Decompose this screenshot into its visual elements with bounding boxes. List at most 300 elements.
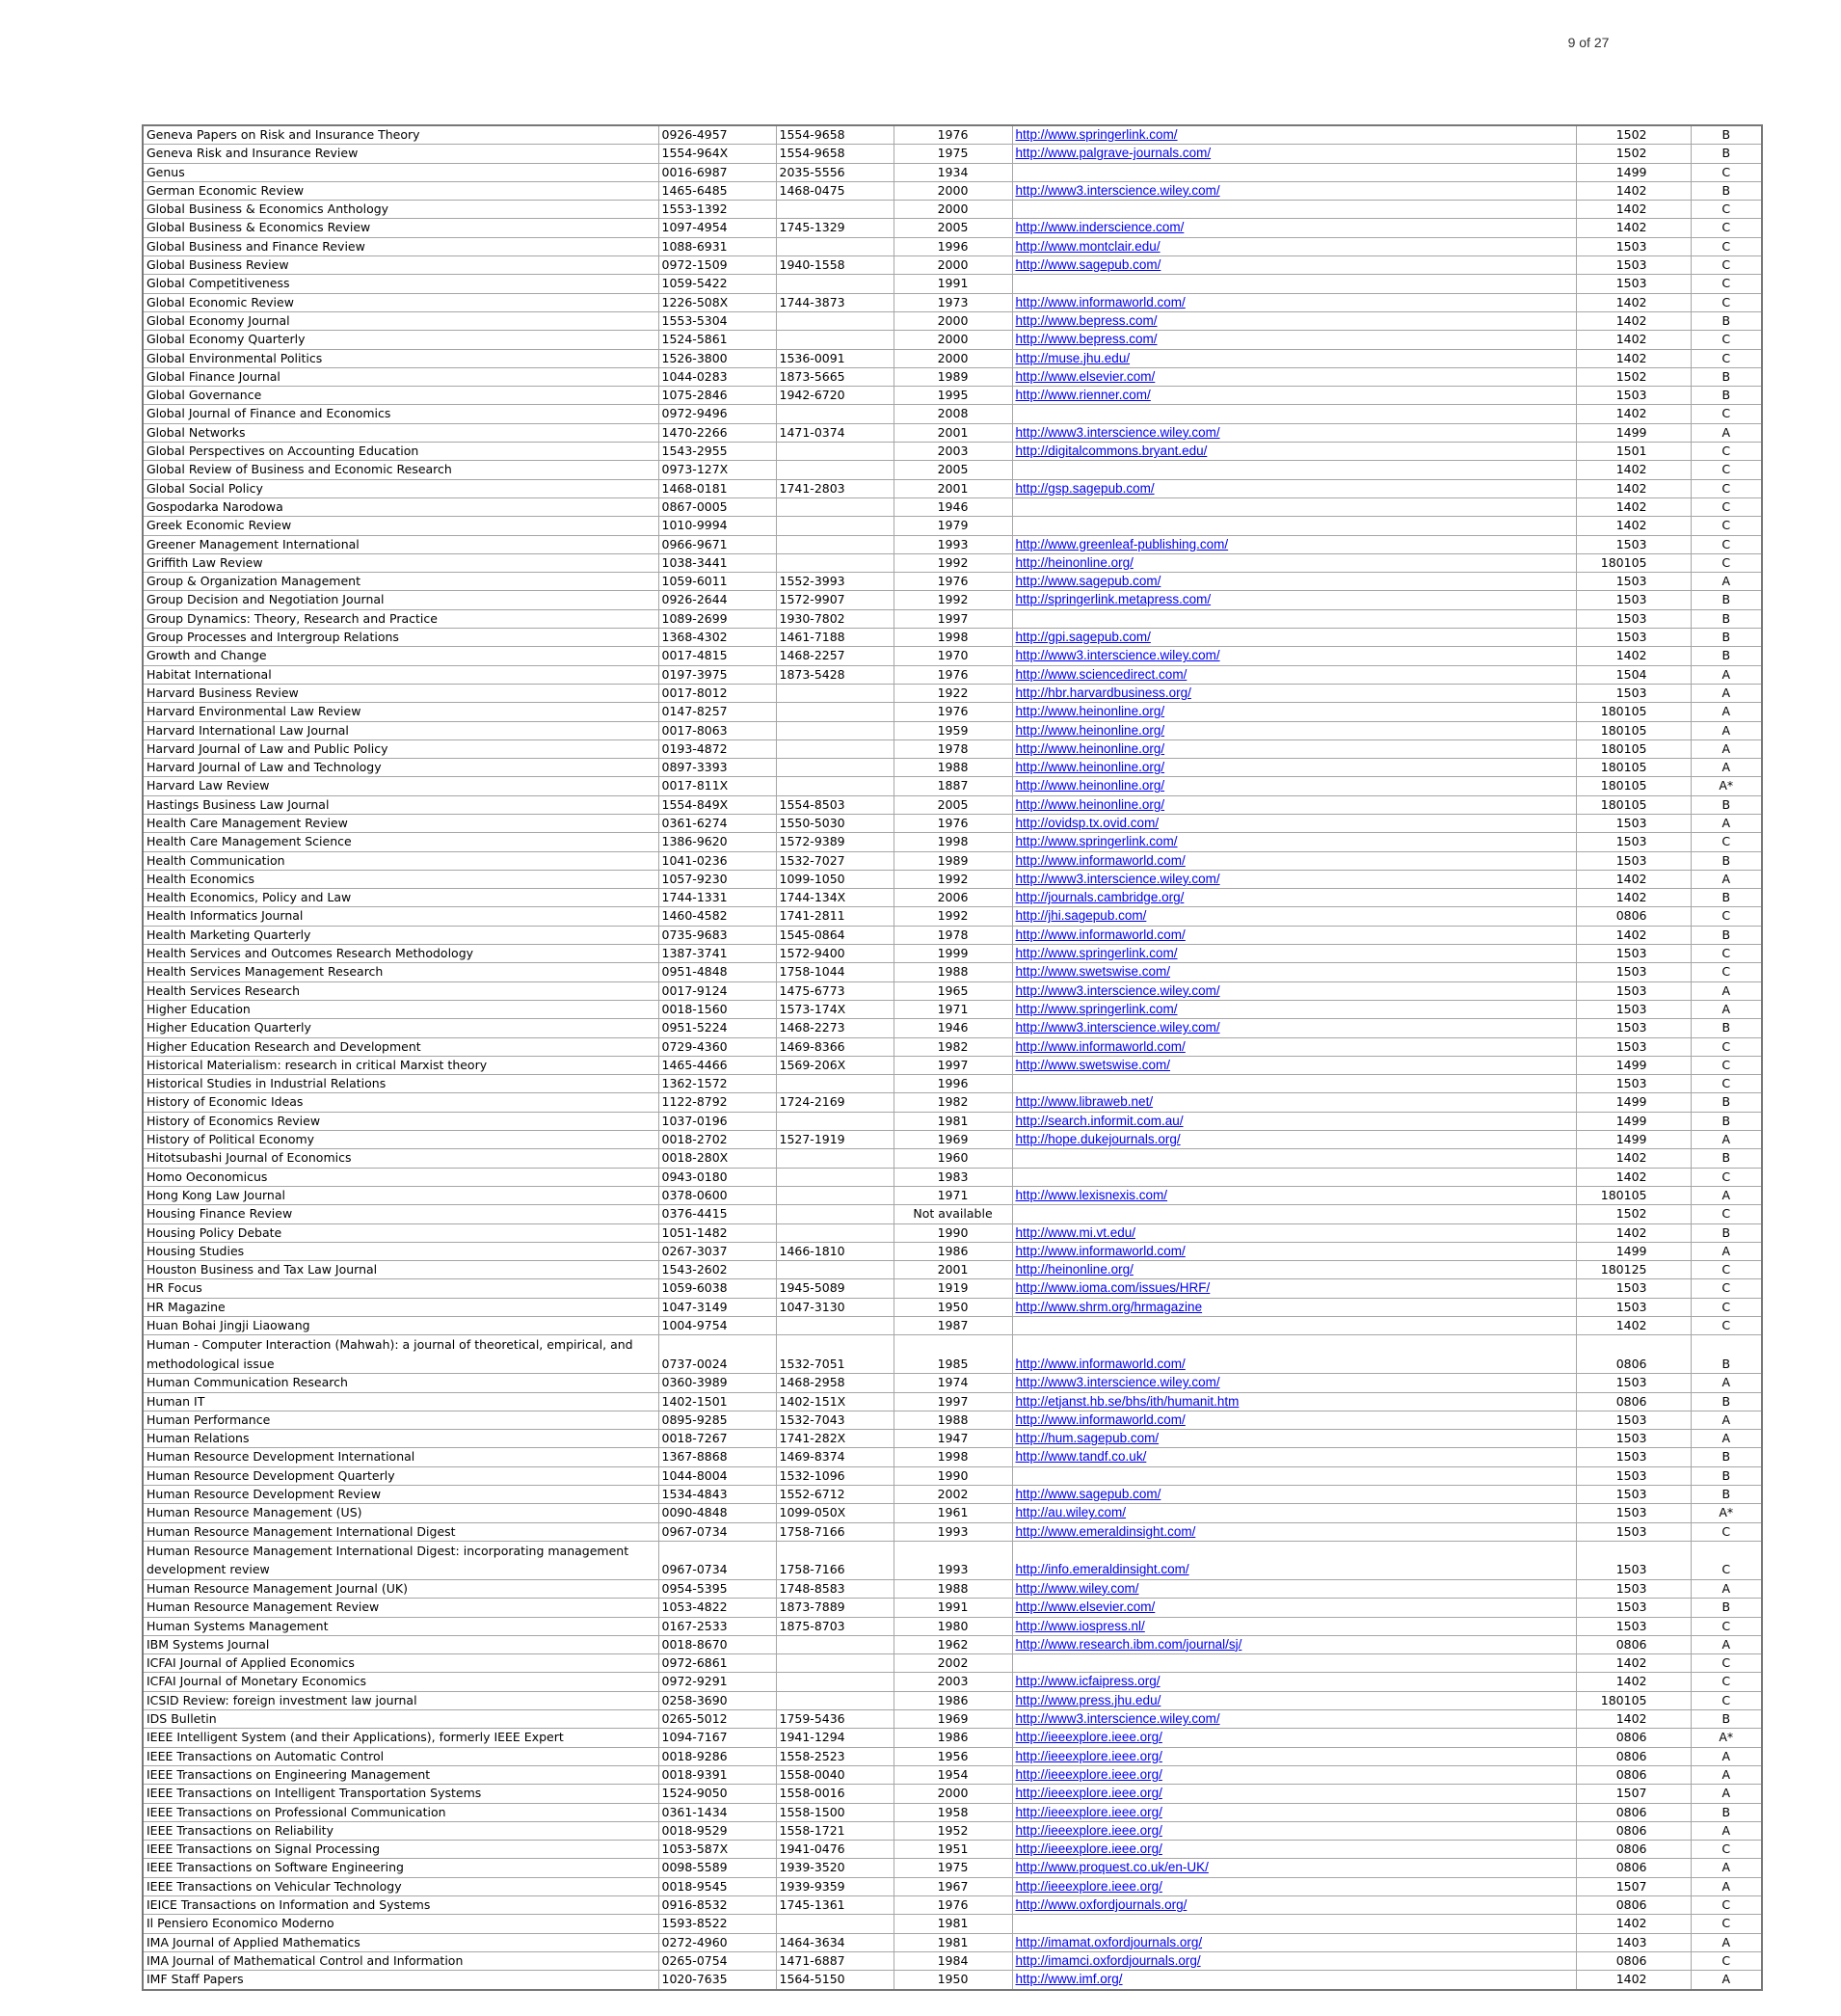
online-issn-cell: 1552-6712 (776, 1486, 894, 1504)
table-row (143, 945, 1762, 963)
journal-link[interactable]: http://www.springerlink.com/ (1015, 1001, 1178, 1016)
journal-title-cell: Homo Oeconomicus (143, 1168, 658, 1186)
journal-title-cell: Health Services and Outcomes Research Methodology (143, 945, 658, 963)
online-issn-cell: 1468-2257 (776, 647, 894, 665)
print-issn-cell: 1122-8792 (658, 1093, 776, 1112)
for-code-cell: 1503 (1576, 609, 1691, 628)
for-code-cell: 1499 (1576, 1093, 1691, 1112)
first-year-cell: 1976 (894, 125, 1012, 145)
print-issn-cell: 0090-4848 (658, 1504, 776, 1522)
journal-link[interactable]: http://www.informaworld.com/ (1015, 852, 1186, 868)
print-issn-cell: 0018-9529 (658, 1821, 776, 1840)
journal-title-cell: History of Economic Ideas (143, 1093, 658, 1112)
for-code-cell: 1402 (1576, 479, 1691, 497)
journal-link[interactable]: http://www.springerlink.com/ (1015, 127, 1178, 142)
for-code-cell: 1402 (1576, 1915, 1691, 1933)
print-issn-cell: 1526-3800 (658, 349, 776, 367)
journal-title-cell: IEEE Intelligent System (and their Applications), formerly IEEE Expert (143, 1729, 658, 1747)
rank-cell: C (1691, 163, 1762, 181)
journal-link[interactable]: http://www.tandf.co.uk/ (1015, 1449, 1147, 1465)
journal-link[interactable]: http://heinonline.org/ (1015, 1262, 1134, 1277)
journal-title-cell: Harvard Environmental Law Review (143, 703, 658, 721)
journal-title-cell: Hong Kong Law Journal (143, 1186, 658, 1204)
journal-title-cell: Human Resource Management (US) (143, 1504, 658, 1522)
journal-url-cell (1012, 851, 1576, 870)
print-issn-cell: 1059-5422 (658, 275, 776, 293)
journal-link[interactable]: http://www.wiley.com/ (1015, 1580, 1139, 1596)
journal-link[interactable]: http://etjanst.hb.se/bhs/ith/humanit.htm (1015, 1393, 1240, 1409)
rank-cell: C (1691, 535, 1762, 553)
journal-title-cell: Global Business & Economics Review (143, 219, 658, 237)
journal-link[interactable]: http://search.informit.com.au/ (1015, 1113, 1184, 1128)
table-row (143, 814, 1762, 832)
online-issn-cell: 1545-0864 (776, 926, 894, 944)
online-issn-cell (776, 1635, 894, 1653)
journal-link[interactable]: http://www.inderscience.com/ (1015, 220, 1185, 235)
journal-link[interactable]: http://info.emeraldinsight.com/ (1015, 1562, 1189, 1577)
online-issn-cell (776, 1691, 894, 1709)
journal-link[interactable]: http://www.bepress.com/ (1015, 332, 1158, 347)
for-code-cell: 180105 (1576, 795, 1691, 814)
journal-link[interactable]: http://au.wiley.com/ (1015, 1505, 1127, 1520)
journal-link[interactable]: http://www.shrm.org/hrmagazine (1015, 1299, 1203, 1314)
table-row (143, 1821, 1762, 1840)
for-code-cell: 1503 (1576, 963, 1691, 981)
print-issn-cell: 0972-6861 (658, 1654, 776, 1673)
journal-link[interactable]: http://www.libraweb.net/ (1015, 1094, 1154, 1110)
print-issn-cell: 0360-3989 (658, 1374, 776, 1392)
journal-link[interactable]: http://www3.interscience.wiley.com/ (1015, 1020, 1220, 1035)
rank-cell: A (1691, 739, 1762, 758)
journal-url-cell (1012, 1729, 1576, 1747)
print-issn-cell: 1468-0181 (658, 479, 776, 497)
journal-link[interactable]: http://www.lexisnexis.com/ (1015, 1187, 1168, 1202)
journal-url-cell (1012, 1131, 1576, 1149)
rank-cell: A (1691, 1785, 1762, 1803)
journal-url-cell (1012, 1635, 1576, 1653)
journal-link[interactable]: http://www.oxfordjournals.org/ (1015, 1897, 1187, 1913)
print-issn-cell: 1465-6485 (658, 181, 776, 200)
table-row (143, 647, 1762, 665)
table-row (143, 201, 1762, 219)
rank-cell: C (1691, 237, 1762, 255)
for-code-cell: 1503 (1576, 945, 1691, 963)
print-issn-cell: 0018-9391 (658, 1765, 776, 1784)
journal-link[interactable]: http://www3.interscience.wiley.com/ (1015, 982, 1220, 998)
journal-link[interactable]: http://www.press.jhu.edu/ (1015, 1692, 1161, 1707)
for-code-cell: 1402 (1576, 647, 1691, 665)
journal-link[interactable]: http://www.springerlink.com/ (1015, 834, 1178, 849)
for-code-cell: 1402 (1576, 1654, 1691, 1673)
for-code-cell: 1507 (1576, 1785, 1691, 1803)
journal-link[interactable]: http://www.sagepub.com/ (1015, 257, 1161, 273)
journal-link[interactable]: http://ieeexplore.ieee.org/ (1015, 1841, 1162, 1857)
rank-cell: A (1691, 1877, 1762, 1895)
journal-url-cell (1012, 739, 1576, 758)
rank-cell: C (1691, 1037, 1762, 1056)
journal-link[interactable]: http://ieeexplore.ieee.org/ (1015, 1804, 1162, 1819)
journal-link[interactable]: http://www.informaworld.com/ (1015, 294, 1186, 309)
journal-link[interactable]: http://ieeexplore.ieee.org/ (1015, 1822, 1162, 1838)
journal-link[interactable]: http://www.informaworld.com/ (1015, 927, 1186, 942)
table-row (143, 1933, 1762, 1951)
journal-title-cell: Human Systems Management (143, 1617, 658, 1635)
rank-cell: C (1691, 1261, 1762, 1279)
rank-cell: B (1691, 1223, 1762, 1242)
table-row (143, 219, 1762, 237)
rank-cell: C (1691, 1691, 1762, 1709)
journal-link[interactable]: http://ieeexplore.ieee.org/ (1015, 1766, 1162, 1782)
journal-link[interactable]: http://www3.interscience.wiley.com/ (1015, 424, 1220, 440)
for-code-cell: 1503 (1576, 1504, 1691, 1522)
online-issn-cell (776, 311, 894, 330)
for-code-cell: 1507 (1576, 1877, 1691, 1895)
for-code-cell: 1503 (1576, 256, 1691, 275)
table-row (143, 1579, 1762, 1598)
first-year-cell: 1991 (894, 1599, 1012, 1617)
table-row (143, 889, 1762, 907)
journal-link[interactable]: http://heinonline.org/ (1015, 554, 1134, 570)
first-year-cell: 1993 (894, 1522, 1012, 1541)
first-year-cell: 1984 (894, 1951, 1012, 1970)
journal-link[interactable]: http://www.heinonline.org/ (1015, 704, 1165, 719)
journal-link[interactable]: http://www.greenleaf-publishing.com/ (1015, 536, 1229, 551)
journal-link[interactable]: http://www.heinonline.org/ (1015, 796, 1165, 812)
rank-cell: C (1691, 1654, 1762, 1673)
journal-link[interactable]: http://www.imf.org/ (1015, 1972, 1123, 1987)
rank-cell: C (1691, 1541, 1762, 1579)
journal-link[interactable]: http://www.informaworld.com/ (1015, 1411, 1186, 1427)
first-year-cell: 1993 (894, 1541, 1012, 1579)
first-year-cell: 1996 (894, 1075, 1012, 1093)
print-issn-cell: 0197-3975 (658, 665, 776, 684)
journal-link[interactable]: http://springerlink.metapress.com/ (1015, 592, 1212, 607)
rank-cell: A (1691, 981, 1762, 1000)
for-code-cell: 1402 (1576, 405, 1691, 423)
table-row (143, 1392, 1762, 1411)
online-issn-cell: 1468-2958 (776, 1374, 894, 1392)
journal-url-cell (1012, 1335, 1576, 1374)
journal-link[interactable]: http://www.heinonline.org/ (1015, 778, 1165, 793)
first-year-cell: 1988 (894, 1411, 1012, 1429)
rank-cell: C (1691, 1841, 1762, 1859)
print-issn-cell: 0926-2644 (658, 591, 776, 609)
journal-url-cell (1012, 1205, 1576, 1223)
journal-link[interactable]: http://ieeexplore.ieee.org/ (1015, 1878, 1162, 1894)
journal-url-cell (1012, 1149, 1576, 1168)
journal-title-cell: Group Processes and Intergroup Relations (143, 629, 658, 647)
online-issn-cell: 1758-7166 (776, 1522, 894, 1541)
rank-cell: B (1691, 1448, 1762, 1466)
first-year-cell: 1961 (894, 1504, 1012, 1522)
journal-link[interactable]: http://www.springerlink.com/ (1015, 946, 1178, 961)
journal-title-cell: IEEE Transactions on Signal Processing (143, 1841, 658, 1859)
first-year-cell: 1976 (894, 1896, 1012, 1915)
journal-table-body (143, 125, 1762, 1990)
journal-link[interactable]: http://www.emeraldinsight.com/ (1015, 1523, 1196, 1539)
table-row (143, 1448, 1762, 1466)
journal-link[interactable]: http://hbr.harvardbusiness.org/ (1015, 685, 1191, 700)
journal-url-cell (1012, 1765, 1576, 1784)
journal-link[interactable]: http://jhi.sagepub.com/ (1015, 908, 1147, 924)
journal-link[interactable]: http://hope.dukejournals.org/ (1015, 1132, 1181, 1147)
online-issn-cell: 1471-0374 (776, 423, 894, 442)
for-code-cell: 1503 (1576, 1466, 1691, 1485)
journal-url-cell (1012, 721, 1576, 739)
table-row (143, 517, 1762, 535)
for-code-cell: 1503 (1576, 573, 1691, 591)
journal-title-cell: Global Business Review (143, 256, 658, 275)
first-year-cell: 1974 (894, 1374, 1012, 1392)
online-issn-cell (776, 1915, 894, 1933)
for-code-cell: 1503 (1576, 1000, 1691, 1018)
journal-link[interactable]: http://www.bepress.com/ (1015, 312, 1158, 328)
for-code-cell: 1499 (1576, 1112, 1691, 1130)
journal-link[interactable]: http://muse.jhu.edu/ (1015, 350, 1131, 365)
journal-title-cell: Higher Education Quarterly (143, 1019, 658, 1037)
journal-title-cell: Gospodarka Narodowa (143, 497, 658, 516)
journal-title-cell: Human Resource Management International Digest (143, 1522, 658, 1541)
first-year-cell: 1947 (894, 1430, 1012, 1448)
for-code-cell: 1503 (1576, 1448, 1691, 1466)
first-year-cell: 2000 (894, 1785, 1012, 1803)
online-issn-cell (776, 739, 894, 758)
print-issn-cell: 0951-4848 (658, 963, 776, 981)
journal-link[interactable]: http://www.heinonline.org/ (1015, 722, 1165, 738)
print-issn-cell: 1387-3741 (658, 945, 776, 963)
for-code-cell: 1503 (1576, 1037, 1691, 1056)
journal-url-cell (1012, 479, 1576, 497)
journal-link[interactable]: http://www3.interscience.wiley.com/ (1015, 648, 1220, 663)
first-year-cell: 1887 (894, 777, 1012, 795)
for-code-cell: 1402 (1576, 926, 1691, 944)
table-row (143, 795, 1762, 814)
online-issn-cell: 2035-5556 (776, 163, 894, 181)
rank-cell: C (1691, 553, 1762, 572)
rank-cell: A* (1691, 777, 1762, 795)
rank-cell: A (1691, 1186, 1762, 1204)
journal-link[interactable]: http://www.ioma.com/issues/HRF/ (1015, 1280, 1211, 1296)
journal-link[interactable]: http://gsp.sagepub.com/ (1015, 480, 1155, 496)
table-row (143, 1765, 1762, 1784)
journal-link[interactable]: http://www.rienner.com/ (1015, 388, 1151, 403)
journal-link[interactable]: http://gpi.sagepub.com/ (1015, 630, 1151, 645)
journal-url-cell (1012, 1691, 1576, 1709)
rank-cell: A (1691, 1933, 1762, 1951)
journal-link[interactable]: http://www.research.ibm.com/journal/sj/ (1015, 1636, 1242, 1652)
journal-link[interactable]: http://www3.interscience.wiley.com/ (1015, 182, 1220, 198)
online-issn-cell: 1461-7188 (776, 629, 894, 647)
online-issn-cell (776, 405, 894, 423)
first-year-cell: 1998 (894, 629, 1012, 647)
first-year-cell: 1946 (894, 497, 1012, 516)
first-year-cell: 1986 (894, 1729, 1012, 1747)
journal-link[interactable]: http://www.montclair.edu/ (1015, 238, 1161, 254)
journal-link[interactable]: http://www3.interscience.wiley.com/ (1015, 871, 1220, 886)
online-issn-cell: 1724-2169 (776, 1093, 894, 1112)
for-code-cell: 1503 (1576, 1541, 1691, 1579)
first-year-cell: 1946 (894, 1019, 1012, 1037)
journal-link[interactable]: http://imamci.oxfordjournals.org/ (1015, 1952, 1201, 1968)
online-issn-cell: 1939-9359 (776, 1877, 894, 1895)
journal-link[interactable]: http://www.elsevier.com/ (1015, 1599, 1156, 1615)
journal-url-cell (1012, 684, 1576, 702)
rank-cell: B (1691, 181, 1762, 200)
journal-link[interactable]: http://www.elsevier.com/ (1015, 368, 1156, 384)
table-row (143, 1915, 1762, 1933)
table-row (143, 1896, 1762, 1915)
journal-url-cell (1012, 219, 1576, 237)
journal-link[interactable]: http://www.mi.vt.edu/ (1015, 1224, 1136, 1240)
for-code-cell: 180105 (1576, 759, 1691, 777)
print-issn-cell: 1543-2602 (658, 1261, 776, 1279)
print-issn-cell: 1004-9754 (658, 1317, 776, 1335)
journal-title-cell: Global Governance (143, 387, 658, 405)
table-row (143, 553, 1762, 572)
journal-link[interactable]: http://ieeexplore.ieee.org/ (1015, 1748, 1162, 1763)
print-issn-cell: 0378-0600 (658, 1186, 776, 1204)
online-issn-cell: 1569-206X (776, 1056, 894, 1074)
table-row (143, 1149, 1762, 1168)
print-issn-cell: 0098-5589 (658, 1859, 776, 1877)
table-row (143, 1411, 1762, 1429)
print-issn-cell: 0018-1560 (658, 1000, 776, 1018)
first-year-cell: 1992 (894, 553, 1012, 572)
journal-title-cell: IEEE Transactions on Vehicular Technology (143, 1877, 658, 1895)
online-issn-cell: 1552-3993 (776, 573, 894, 591)
for-code-cell: 1499 (1576, 1242, 1691, 1260)
journal-link[interactable]: http://www.proquest.co.uk/en-UK/ (1015, 1860, 1209, 1875)
journal-link[interactable]: http://www.swetswise.com/ (1015, 964, 1171, 980)
journal-link[interactable]: http://www.informaworld.com/ (1015, 1243, 1186, 1258)
journal-url-cell (1012, 777, 1576, 795)
print-issn-cell: 1088-6931 (658, 237, 776, 255)
online-issn-cell: 1744-3873 (776, 293, 894, 311)
journal-title-cell: Global Economy Quarterly (143, 331, 658, 349)
rank-cell: A (1691, 1971, 1762, 1990)
journal-url-cell (1012, 145, 1576, 163)
first-year-cell: 1970 (894, 647, 1012, 665)
print-issn-cell: 1554-849X (658, 795, 776, 814)
journal-url-cell (1012, 1075, 1576, 1093)
journal-title-cell: Human Resource Management Review (143, 1599, 658, 1617)
first-year-cell: 1979 (894, 517, 1012, 535)
for-code-cell: 180105 (1576, 1691, 1691, 1709)
print-issn-cell: 1044-8004 (658, 1466, 776, 1485)
first-year-cell: 1934 (894, 163, 1012, 181)
print-issn-cell: 0018-9286 (658, 1747, 776, 1765)
journal-link[interactable]: http://www.sagepub.com/ (1015, 1487, 1161, 1502)
table-row (143, 907, 1762, 926)
journal-link[interactable]: http://www3.interscience.wiley.com/ (1015, 1375, 1220, 1390)
journal-link[interactable]: http://www.heinonline.org/ (1015, 740, 1165, 756)
table-row (143, 609, 1762, 628)
journal-url-cell (1012, 443, 1576, 461)
rank-cell: B (1691, 1112, 1762, 1130)
journal-url-cell (1012, 833, 1576, 851)
journal-title-cell: Global Networks (143, 423, 658, 442)
journal-link[interactable]: http://www.icfaipress.org/ (1015, 1674, 1161, 1689)
online-issn-cell: 1873-5665 (776, 367, 894, 386)
rank-cell: C (1691, 1522, 1762, 1541)
for-code-cell: 1503 (1576, 1298, 1691, 1316)
first-year-cell: 1992 (894, 591, 1012, 609)
first-year-cell: 1986 (894, 1691, 1012, 1709)
journal-link[interactable]: http://www.informaworld.com/ (1015, 1038, 1186, 1054)
rank-cell: B (1691, 851, 1762, 870)
rank-cell: A (1691, 1821, 1762, 1840)
journal-url-cell (1012, 1915, 1576, 1933)
journal-title-cell: Harvard Journal of Law and Technology (143, 759, 658, 777)
print-issn-cell: 1554-964X (658, 145, 776, 163)
journal-link[interactable]: http://ovidsp.tx.ovid.com/ (1015, 815, 1160, 830)
journal-title-cell: Greek Economic Review (143, 517, 658, 535)
table-row (143, 1599, 1762, 1617)
online-issn-cell (776, 759, 894, 777)
table-row (143, 349, 1762, 367)
journal-url-cell (1012, 1000, 1576, 1018)
print-issn-cell: 0972-9291 (658, 1673, 776, 1691)
journal-link[interactable]: http://digitalcommons.bryant.edu/ (1015, 444, 1208, 459)
journal-link[interactable]: http://www3.interscience.wiley.com/ (1015, 1711, 1220, 1727)
journal-link[interactable]: http://ieeexplore.ieee.org/ (1015, 1730, 1162, 1745)
for-code-cell: 180105 (1576, 703, 1691, 721)
journal-link[interactable]: http://www.palgrave-journals.com/ (1015, 146, 1212, 161)
print-issn-cell: 1089-2699 (658, 609, 776, 628)
table-row (143, 1803, 1762, 1821)
journal-title-cell: IDS Bulletin (143, 1710, 658, 1729)
table-row (143, 237, 1762, 255)
for-code-cell: 0806 (1576, 1896, 1691, 1915)
journal-url-cell (1012, 1466, 1576, 1485)
journal-link[interactable]: http://imamat.oxfordjournals.org/ (1015, 1934, 1203, 1949)
for-code-cell: 1503 (1576, 1374, 1691, 1392)
first-year-cell: 2001 (894, 1261, 1012, 1279)
journal-title-cell: IBM Systems Journal (143, 1635, 658, 1653)
for-code-cell: 0806 (1576, 1392, 1691, 1411)
first-year-cell: 2005 (894, 461, 1012, 479)
journal-url-cell (1012, 349, 1576, 367)
journal-link[interactable]: http://www.iospress.nl/ (1015, 1618, 1145, 1633)
journal-title-cell: Houston Business and Tax Law Journal (143, 1261, 658, 1279)
first-year-cell: 1997 (894, 1392, 1012, 1411)
journal-link[interactable]: http://www.informaworld.com/ (1015, 1356, 1186, 1371)
print-issn-cell: 0018-2702 (658, 1131, 776, 1149)
journal-link[interactable]: http://www.sagepub.com/ (1015, 574, 1161, 589)
for-code-cell: 1504 (1576, 665, 1691, 684)
table-row (143, 1951, 1762, 1970)
rank-cell: C (1691, 331, 1762, 349)
journal-title-cell: Health Care Management Review (143, 814, 658, 832)
print-issn-cell: 1038-3441 (658, 553, 776, 572)
journal-url-cell (1012, 1841, 1576, 1859)
journal-link[interactable]: http://journals.cambridge.org/ (1015, 890, 1185, 905)
journal-link[interactable]: http://www.swetswise.com/ (1015, 1057, 1171, 1072)
journal-link[interactable]: http://hum.sagepub.com/ (1015, 1431, 1160, 1446)
rank-cell: B (1691, 629, 1762, 647)
first-year-cell: 1991 (894, 275, 1012, 293)
rank-cell: B (1691, 647, 1762, 665)
online-issn-cell: 1469-8374 (776, 1448, 894, 1466)
journal-link[interactable]: http://ieeexplore.ieee.org/ (1015, 1786, 1162, 1801)
journal-link[interactable]: http://www.sciencedirect.com/ (1015, 666, 1187, 682)
table-row (143, 405, 1762, 423)
first-year-cell: 2001 (894, 479, 1012, 497)
journal-link[interactable]: http://www.heinonline.org/ (1015, 760, 1165, 775)
online-issn-cell (776, 517, 894, 535)
first-year-cell: 1992 (894, 870, 1012, 888)
print-issn-cell: 1097-4954 (658, 219, 776, 237)
